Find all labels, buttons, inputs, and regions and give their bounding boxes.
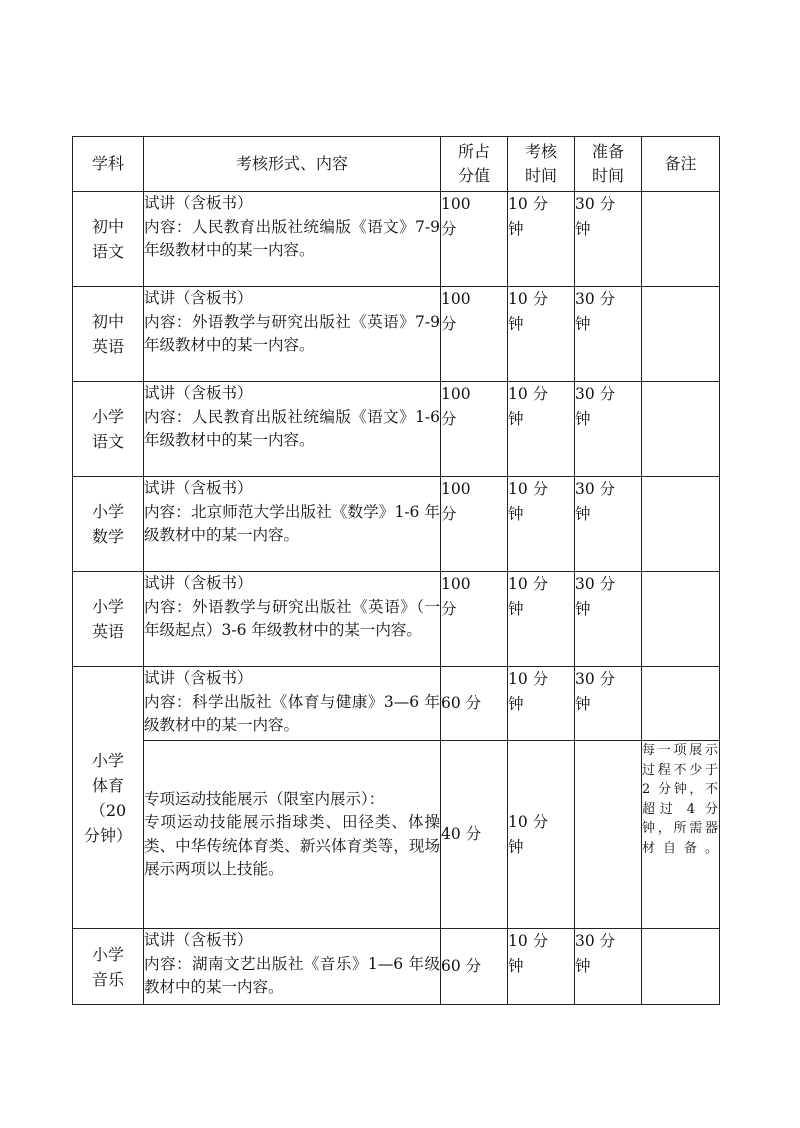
note-cell [642,287,720,382]
subject-cell: 初中 语文 [73,192,144,287]
content-text: 内容：人民教育出版社统编版《语文》7-9 年级教材中的某一内容。 [144,217,440,259]
content-title: 试讲（含板书） [144,669,253,687]
prep-cell: 30 分 钟 [575,477,642,572]
content-cell [144,382,441,477]
content-text: 内容：外语教学与研究出版社《英语》7-9 年级教材中的某一内容。 [144,312,440,354]
time-cell: 10 分 钟 [508,667,575,741]
header-time: 考核 时间 [508,137,575,192]
score-cell: 40 分 [441,741,508,929]
prep-cell: 30 分 钟 [575,929,642,1005]
content-cell [144,929,441,1005]
subject-cell: 初中 英语 [73,287,144,382]
prep-cell: 30 分 钟 [575,572,642,667]
subject-cell: 小学 数学 [73,477,144,572]
content-text: 内容：科学出版社《体育与健康》3—6 年级教材中的某一内容。 [144,692,440,734]
time-cell: 10 分 钟 [508,572,575,667]
header-prep: 准备 时间 [575,137,642,192]
score-cell: 100 分 [441,477,508,572]
content-cell [144,741,441,929]
header-subject: 学科 [73,137,144,192]
time-cell: 10 分 钟 [508,929,575,1005]
content-title: 试讲（含板书） [144,289,253,307]
table-row [73,929,720,1005]
content-text: 内容：湖南文艺出版社《音乐》1—6 年级教材中的某一内容。 [144,954,440,996]
header-note: 备注 [642,137,720,192]
time-cell: 10 分 钟 [508,287,575,382]
subject-cell: 小学 英语 [73,572,144,667]
content-title: 试讲（含板书） [144,194,253,212]
table-row [73,192,720,287]
note-cell [642,477,720,572]
time-cell: 10 分 钟 [508,741,575,929]
table-row [73,477,720,572]
note-cell: 每一项展示过程不少于 2 分钟，不超过 4 分钟，所需器材自备。 [642,741,720,929]
header-row [73,137,720,192]
note-cell [642,572,720,667]
score-cell: 100 分 [441,572,508,667]
content-text: 内容：北京师范大学出版社《数学》1-6 年级教材中的某一内容。 [144,502,440,544]
prep-cell: 30 分 钟 [575,667,642,741]
subject-cell-pe: 小学 体育 （20 分钟） [73,667,144,929]
content-title: 试讲（含板书） [144,479,253,497]
subject-cell: 小学 音乐 [73,929,144,1005]
exam-table [72,136,720,1005]
note-cell [642,192,720,287]
score-cell: 100 分 [441,287,508,382]
content-cell [144,192,441,287]
header-score: 所占 分值 [441,137,508,192]
content-text: 内容：外语教学与研究出版社《英语》（一年级起点）3-6 年级教材中的某一内容。 [144,597,440,639]
content-title: 试讲（含板书） [144,574,253,592]
content-title: 专项运动技能展示（限室内展示）： [144,789,385,808]
content-text: 内容：人民教育出版社统编版《语文》1-6 年级教材中的某一内容。 [144,407,440,449]
note-cell [642,929,720,1005]
header-form: 考核形式、内容 [144,137,441,192]
table-row-pe-skills [73,741,720,929]
time-cell: 10 分 钟 [508,192,575,287]
content-cell [144,667,441,741]
table-row [73,572,720,667]
content-cell [144,477,441,572]
prep-cell: 30 分 钟 [575,382,642,477]
content-title: 试讲（含板书） [144,384,253,402]
content-title: 试讲（含板书） [144,931,253,949]
score-cell: 100 分 [441,192,508,287]
content-cell [144,287,441,382]
time-cell: 10 分 钟 [508,382,575,477]
note-cell [642,382,720,477]
note-cell [642,667,720,741]
score-cell: 60 分 [441,929,508,1005]
table-row [73,382,720,477]
prep-cell: 30 分 钟 [575,287,642,382]
time-cell: 10 分 钟 [508,477,575,572]
score-cell: 100 分 [441,382,508,477]
prep-cell [575,741,642,929]
prep-cell: 30 分 钟 [575,192,642,287]
content-text: 专项运动技能展示指球类、田径类、体操类、中华传统体育类、新兴体育类等，现场展示两项以上技能。 [144,813,440,878]
subject-cell: 小学 语文 [73,382,144,477]
table-row-pe-lecture [73,667,720,741]
content-cell [144,572,441,667]
score-cell: 60 分 [441,667,508,741]
table-row [73,287,720,382]
